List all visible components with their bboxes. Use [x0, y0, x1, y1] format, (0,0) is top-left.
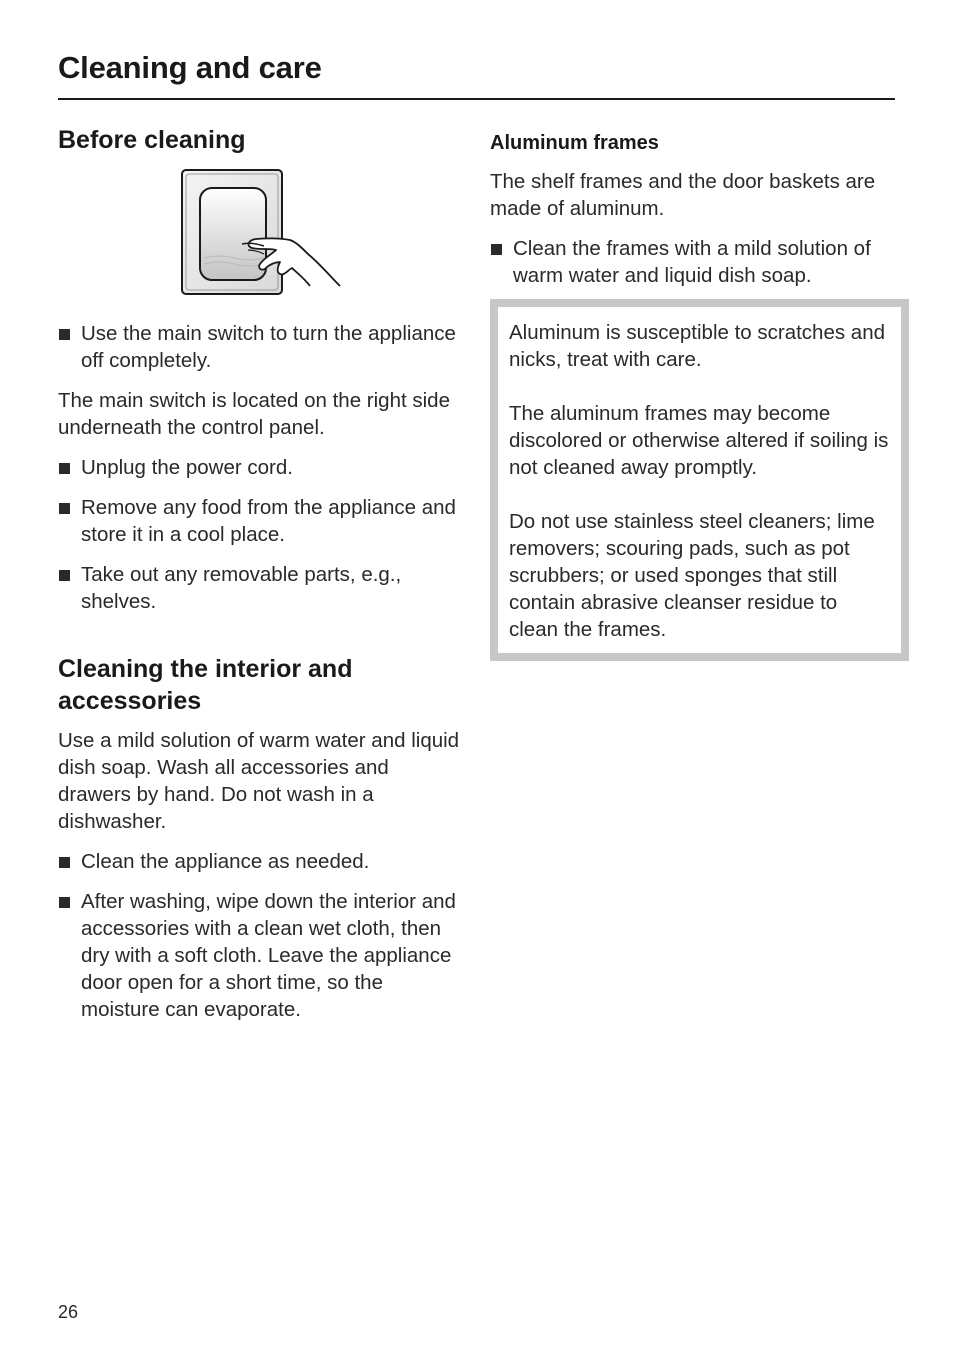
- bullet-removable-parts: Take out any removable parts, e.g., shelves.: [58, 561, 463, 615]
- bullet-remove-food: Remove any food from the appliance and store it in a cool place.: [58, 494, 463, 548]
- bullet-clean-frames: Clean the frames with a mild solution of warm water and liquid dish soap.: [490, 235, 895, 289]
- aluminum-frames-heading: Aluminum frames: [490, 132, 659, 154]
- hand-wiping-switch-icon: [180, 168, 350, 298]
- bullet-main-switch: Use the main switch to turn the appliance off completely.: [58, 320, 463, 374]
- title-divider: [58, 98, 895, 100]
- bullet-after-washing: After washing, wipe down the interior and accessories with a clean wet cloth, then dry with a soft cloth. Leave the appliance door open for a short time, so the moisture can evaporate.: [58, 888, 463, 1023]
- aluminum-intro-text: The shelf frames and the door baskets are made of aluminum.: [490, 170, 876, 220]
- page-number: 26: [58, 1302, 79, 1322]
- warning-scratches-text: Aluminum is susceptible to scratches and nicks, treat with care.: [509, 321, 886, 371]
- warning-discolor-text: The aluminum frames may become discolored or otherwise altered if soiling is not cleaned away promptly.: [509, 402, 889, 479]
- page-title: Cleaning and care: [58, 50, 322, 85]
- warning-box: [490, 299, 909, 661]
- cleaning-interior-heading: Cleaning the interior and accessories: [58, 655, 353, 715]
- warning-cleaners-text: Do not use stainless steel cleaners; lime removers; scouring pads, such as pot scrubbers; or used sponges that still contain abrasive cleanser residue to clean the frames.: [509, 510, 875, 641]
- bullet-clean-as-needed: Clean the appliance as needed.: [58, 848, 463, 875]
- bullet-unplug: Unplug the power cord.: [58, 454, 463, 481]
- right-column: [490, 124, 895, 661]
- before-cleaning-heading: Before cleaning: [58, 126, 246, 154]
- interior-intro-text: Use a mild solution of warm water and liquid dish soap. Wash all accessories and drawers by hand. Do not wash in a dishwasher.: [58, 729, 460, 833]
- left-column: [58, 124, 463, 1023]
- main-switch-location-text: The main switch is located on the right side underneath the control panel.: [58, 389, 450, 439]
